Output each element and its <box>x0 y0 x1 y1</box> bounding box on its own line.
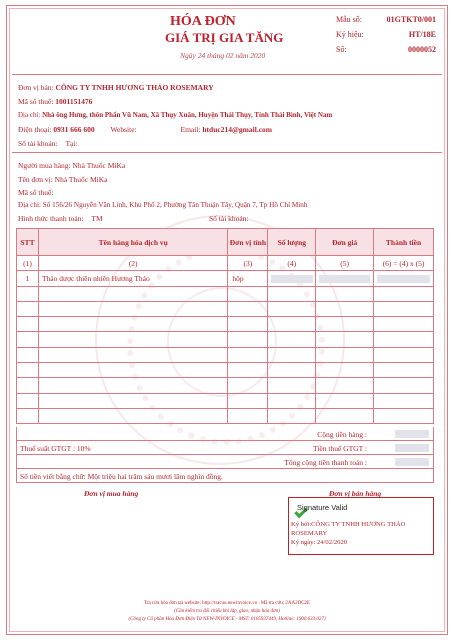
table-row <box>17 317 434 332</box>
table-row <box>17 347 434 362</box>
row-item-name: Thảo dược thiên nhiên Hương Thảo <box>38 271 227 286</box>
header-stt: STT <box>17 229 39 256</box>
subtotal-label: Cộng tiền hàng : <box>317 430 367 439</box>
symbol-value: HT/18E <box>408 30 436 39</box>
amount-in-words-row <box>16 469 434 483</box>
invoice-number-value: 0000052 <box>408 45 436 54</box>
header-amount: Thành tiền <box>374 229 434 256</box>
table-numbering-row <box>17 256 434 271</box>
header-quantity: Số lượng <box>268 229 316 256</box>
vat-rate-label: Thuế suất GTGT : 10% <box>20 444 91 453</box>
numbering-cell: (6) = (4) x (5) <box>374 256 434 271</box>
row-price-redacted <box>316 271 374 286</box>
amount-in-words: Số tiền viết bằng chữ: Một triệu hai trăm sáu mươi lăm nghìn đồng. <box>20 472 223 481</box>
total-label: Tổng cộng tiền thanh toán : <box>284 458 367 467</box>
numbering-cell: (1) <box>17 256 39 271</box>
digital-signature-box <box>288 497 434 555</box>
seller-email: htduc214@gmail.com <box>202 125 273 134</box>
buyer-unit: Nhà Thuốc MiKa <box>54 175 108 184</box>
buyer-account-label: Số tài khoản: <box>209 214 249 223</box>
seller-address: Nhà ông Hưng, thôn Phấn Vũ Nam, Xã Thụy Xuân, Huyện Thái Thụy, Tỉnh Thái Bình, Việt Nam <box>42 111 333 119</box>
buyer-address-row <box>18 201 307 209</box>
footer-provider: (Công ty Cổ phần Hóa Đơn Điện Tử NEW-INVOICE - MST: 0105937449, Hotline: 1900.633.027) <box>128 617 326 622</box>
seller-address-label: Địa chỉ: <box>18 111 41 119</box>
form-number-value: 01GTKT0/001 <box>386 15 436 24</box>
table-header-row <box>17 229 434 256</box>
table-row <box>17 332 434 347</box>
seller-phone: 0931 666 600 <box>53 125 95 134</box>
footer-lookup: Tra cứu hóa đơn tại website: http://tracuu.newinvoice.vn . Mã tra cứu: 2AA2DC2E <box>143 601 311 606</box>
header-unit-price: Đơn giá <box>316 229 374 256</box>
table-row <box>17 408 434 423</box>
header-unit: Đơn vị tính <box>228 229 268 256</box>
invoice-title: HÓA ĐƠN <box>170 14 236 29</box>
seller-website-label: Website: <box>110 125 137 134</box>
symbol-label: Ký hiệu: <box>336 30 364 39</box>
buyer-person: Nhà Thuốc MiKa <box>72 161 126 170</box>
seller-name-row <box>18 83 214 92</box>
table-row <box>17 286 434 301</box>
buyer-person-row <box>18 161 125 170</box>
seller-email-label: Email: <box>180 125 201 134</box>
seller-tax-row <box>18 97 92 106</box>
seller-name-label: Đơn vị bán: <box>18 83 54 92</box>
seller-account-label: Số tài khoản: <box>18 139 58 148</box>
numbering-cell: (3) <box>228 256 268 271</box>
signature-valid-text: Signature Valid <box>297 503 348 512</box>
divider <box>12 152 442 153</box>
seller-bank-label: Tại: <box>65 139 78 148</box>
seller-tax: 1001151476 <box>55 97 93 106</box>
invoice-number-label: Số: <box>336 45 347 54</box>
header-item-name: Tên hàng hóa dịch vụ <box>38 229 227 256</box>
subtotal-row <box>16 427 434 441</box>
buyer-address: Số 156/26 Nguyễn Văn Linh, Khu Phố 2, Phường Tân Thuận Tây, Quận 7, Tp Hồ Chí Minh <box>42 201 308 209</box>
signed-date: Ký ngày: 24/02/2020 <box>291 539 348 546</box>
vat-redacted <box>395 444 429 452</box>
vat-row <box>16 441 434 455</box>
seller-address-row <box>18 111 332 119</box>
row-amount-redacted <box>374 271 434 286</box>
buyer-address-label: Địa chỉ: <box>18 201 41 209</box>
seller-bank-row <box>18 139 78 148</box>
seller-contact-row <box>18 125 272 134</box>
table-row <box>17 393 434 408</box>
form-number-label: Mẫu số: <box>336 15 362 24</box>
table-row <box>17 301 434 316</box>
footer-note: (Cần kiểm tra đối chiếu khi lập, giao, nhận hóa đơn) <box>174 609 280 614</box>
invoice-date: Ngày 24 tháng 02 năm 2020 <box>180 51 266 60</box>
buyer-payment-label: Hình thức thanh toán: <box>18 214 84 223</box>
buyer-person-label: Người mua hàng: <box>18 161 71 170</box>
signed-by: Ký bởi:CÔNG TY TNHH HƯƠNG THẢO ROSEMARY <box>291 521 406 537</box>
numbering-cell: (2) <box>38 256 227 271</box>
buyer-tax-label: Mã số thuế: <box>18 188 54 197</box>
divider <box>12 74 442 75</box>
buyer-signature-label: Đơn vị mua hàng <box>84 489 139 498</box>
subtotal-redacted <box>395 430 429 438</box>
seller-signature-label: Đơn vị bán hàng <box>329 489 382 498</box>
buyer-payment: TM <box>91 214 103 223</box>
buyer-payment-row <box>18 214 103 223</box>
buyer-unit-row <box>18 175 107 184</box>
table-row <box>17 378 434 393</box>
numbering-cell: (5) <box>316 256 374 271</box>
seller-tax-label: Mã số thuế: <box>18 97 54 106</box>
table-row <box>17 363 434 378</box>
row-unit: hộp <box>228 271 268 286</box>
total-redacted <box>395 458 429 466</box>
items-table <box>16 228 434 424</box>
row-stt: 1 <box>17 271 39 286</box>
seller-phone-label: Điện thoại: <box>18 125 52 134</box>
invoice-subtitle: GIÁ TRỊ GIA TĂNG <box>165 30 284 45</box>
total-row <box>16 455 434 469</box>
seller-name: CÔNG TY TNHH HƯƠNG THẢO ROSEMARY <box>55 83 214 92</box>
table-row <box>17 271 434 286</box>
buyer-unit-label: Tên đơn vị: <box>18 175 53 184</box>
numbering-cell: (4) <box>268 256 316 271</box>
row-quantity-redacted <box>268 271 316 286</box>
vat-amount-label: Tiền thuế GTGT : <box>313 444 367 453</box>
